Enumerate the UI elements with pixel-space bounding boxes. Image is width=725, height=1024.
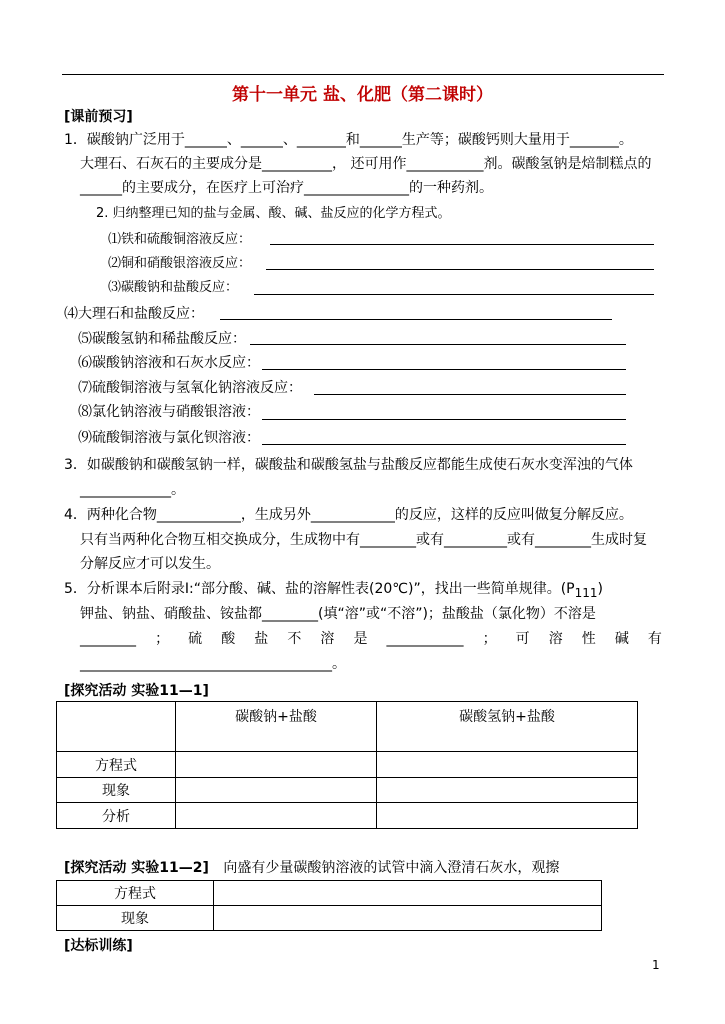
answer-line-4[interactable] xyxy=(220,319,612,320)
answer-line-7[interactable] xyxy=(314,394,626,395)
table-row-label-phenomenon: 现象 xyxy=(57,906,214,931)
q2-item-5: ⑸碳酸氢钠和稀盐酸反应： xyxy=(78,331,246,347)
table-row-label-equation: 方程式 xyxy=(57,752,176,778)
q1-line-c: ______的主要成分，在医疗上可治疗_______________的一种药剂。 xyxy=(80,180,493,196)
table-cell-input[interactable] xyxy=(176,778,377,803)
q5-line-b: 钾盐、钠盐、硝酸盐、铵盐都________(填“溶”或“不溶”)；盐酸盐（氯化物）不溶是 xyxy=(80,606,596,622)
q4-line-b: 只有当两种化合物互相交换成分，生成物中有________或有_________或有________生成时复 xyxy=(80,532,647,548)
page-title: 第十一单元 盐、化肥（第二课时） xyxy=(232,85,493,105)
q3-line-b: _____________。 xyxy=(80,482,185,498)
activity2-label: [探究活动 实验11—2] xyxy=(64,860,209,876)
q4-line-a: 4．两种化合物____________，生成另外____________的反应，这样的反应叫做复分解反应。 xyxy=(64,507,633,523)
table-cell-empty xyxy=(57,702,176,752)
q2-item-6: ⑹碳酸钠溶液和石灰水反应： xyxy=(78,355,260,371)
table-header-sodium-bicarbonate: 碳酸氢钠+盐酸 xyxy=(377,702,638,752)
q2-item-3: ⑶碳酸钠和盐酸反应： xyxy=(108,280,239,295)
table-cell-input[interactable] xyxy=(176,752,377,778)
answer-line-9[interactable] xyxy=(262,444,626,445)
table-cell-input[interactable] xyxy=(214,881,602,906)
q2-item-2: ⑵铜和硝酸银溶液反应： xyxy=(108,256,252,271)
table-cell-input[interactable] xyxy=(377,803,638,829)
answer-line-2[interactable] xyxy=(266,269,654,270)
table-header-sodium-carbonate: 碳酸钠+盐酸 xyxy=(176,702,377,752)
q3-line-a: 3．如碳酸钠和碳酸氢钠一样，碳酸盐和碳酸氢盐与盐酸反应都能生成使石灰水变浑浊的气体 xyxy=(64,457,633,473)
table-cell-input[interactable] xyxy=(377,778,638,803)
q2-item-7: ⑺硫酸铜溶液与氢氧化钠溶液反应： xyxy=(78,380,302,396)
page-number: 1 xyxy=(652,958,660,972)
table-cell-input[interactable] xyxy=(377,752,638,778)
answer-line-5[interactable] xyxy=(250,344,626,345)
q5-line-c: ________ ； 硫 酸 盐 不 溶 是 ___________ ； 可 溶 性 碱 有 xyxy=(80,631,662,647)
q4-line-c: 分解反应才可以发生。 xyxy=(80,556,220,572)
answer-line-6[interactable] xyxy=(262,369,626,370)
table-row-label-phenomenon: 现象 xyxy=(57,778,176,803)
q2-item-8: ⑻氯化钠溶液与硝酸银溶液： xyxy=(78,404,260,420)
activity2-table xyxy=(56,880,602,931)
answer-line-1[interactable] xyxy=(270,244,654,245)
table-row-label-analysis: 分析 xyxy=(57,803,176,829)
answer-line-3[interactable] xyxy=(254,294,654,295)
activity1-table xyxy=(56,701,638,829)
q1-line-a: 1．碳酸钠广泛用于______、______、_______和______生产等；碳酸钙则大量用于_______。 xyxy=(64,132,633,148)
q1-line-b: 大理石、石灰石的主要成分是__________， 还可用作___________剂。碳酸氢钠是焙制糕点的 xyxy=(80,156,652,172)
q2-item-1: ⑴铁和硫酸铜溶液反应： xyxy=(108,232,252,247)
q2-intro: 2. 归纳整理已知的盐与金属、酸、碱、盐反应的化学方程式。 xyxy=(96,206,451,221)
answer-line-8[interactable] xyxy=(262,419,626,420)
header-rule xyxy=(62,74,664,75)
q5-line-d: ____________________________________。 xyxy=(80,656,346,672)
q2-item-4: ⑷大理石和盐酸反应： xyxy=(64,306,204,322)
activity2-description: 向盛有少量碳酸钠溶液的试管中滴入澄清石灰水，观擦 xyxy=(223,860,560,876)
table-row-label-equation: 方程式 xyxy=(57,881,214,906)
section-practice-heading: [达标训练] xyxy=(64,938,133,954)
section-preview-heading: [课前预习] xyxy=(64,109,133,125)
activity2-heading xyxy=(64,857,559,877)
q2-item-9: ⑼硫酸铜溶液与氯化钡溶液： xyxy=(78,430,260,446)
table-cell-input[interactable] xyxy=(214,906,602,931)
table-cell-input[interactable] xyxy=(176,803,377,829)
q5-line-a: 5．分析课本后附录Ⅰ:“部分酸、碱、盐的溶解性表(20℃)”，找出一些简单规律。$(P_{111})$ xyxy=(64,581,603,600)
activity1-label: [探究活动 实验11—1] xyxy=(64,683,209,699)
